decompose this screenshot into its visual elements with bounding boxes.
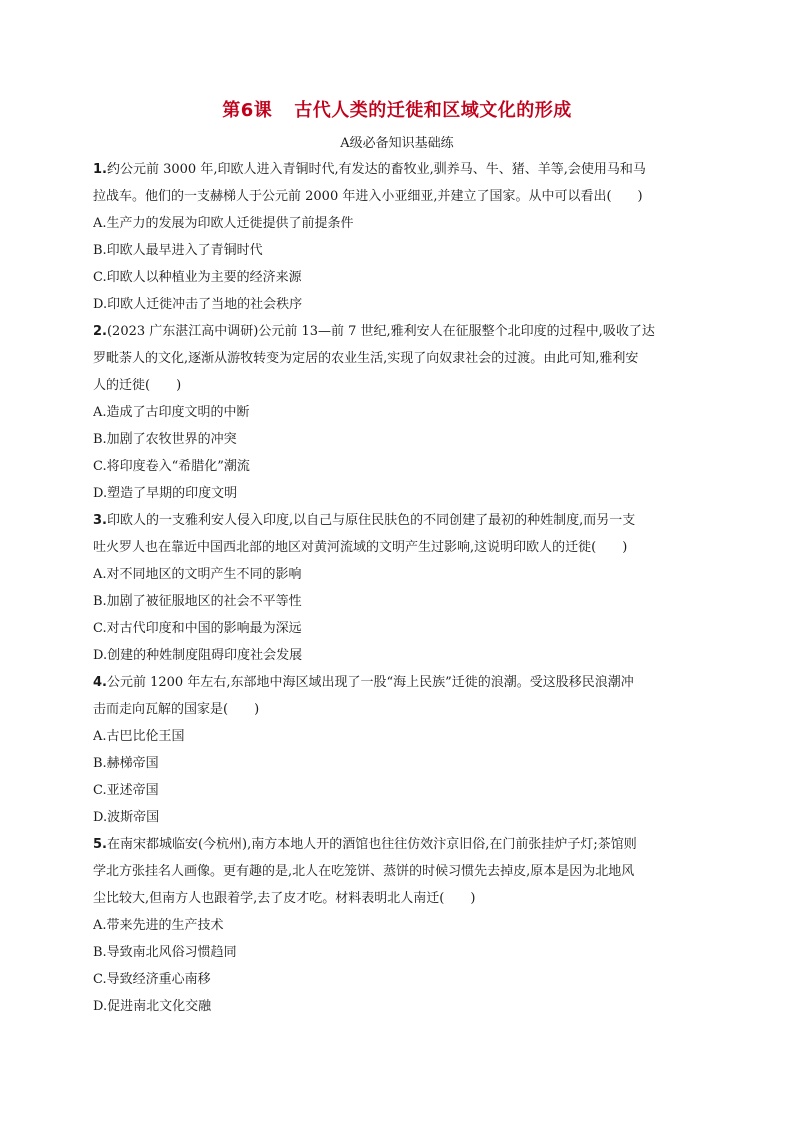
option-c[interactable]: C.对古代印度和中国的影响最为深远: [93, 621, 302, 636]
question-number: 1.: [93, 162, 107, 177]
question-stem-line: [93, 507, 705, 534]
option-a[interactable]: A.生产力的发展为印欧人迁徙提供了前提条件: [93, 216, 354, 231]
question-stem-line: [93, 831, 705, 858]
option-b[interactable]: B.导致南北风俗习惯趋同: [93, 945, 237, 960]
section-subtitle: A级必备知识基础练: [340, 136, 454, 151]
question-2: [93, 318, 705, 507]
option-d[interactable]: D.促进南北文化交融: [93, 999, 212, 1014]
question-number: 4.: [93, 675, 107, 690]
question-list: [93, 156, 705, 1020]
question-1: [93, 156, 705, 318]
question-number: 3.: [93, 513, 107, 528]
question-3: [93, 507, 705, 669]
question-stem-line: 罗毗荼人的文化,逐渐从游牧转变为定居的农业生活,实现了向奴隶社会的过渡。由此可知,雅利安: [93, 351, 639, 366]
lesson-topic: 古代人类的迁徙和区域文化的形成: [294, 100, 572, 121]
question-stem-text: 约公元前 3000 年,印欧人进入青铜时代,有发达的畜牧业,驯养马、牛、猪、羊等,会使用马和马: [106, 162, 646, 177]
question-stem-line: 尘比较大,但南方人也跟着学,去了皮才吃。材料表明北人南迁( ): [93, 891, 476, 906]
option-d[interactable]: D.印欧人迁徙冲击了当地的社会秩序: [93, 297, 303, 312]
question-stem-line: [93, 318, 705, 345]
option-d[interactable]: D.塑造了早期的印度文明: [93, 486, 238, 501]
option-b[interactable]: B.赫梯帝国: [93, 756, 159, 771]
option-c[interactable]: C.印欧人以种植业为主要的经济来源: [93, 270, 302, 285]
option-a[interactable]: A.对不同地区的文明产生不同的影响: [93, 567, 302, 582]
question-stem-line: 人的迁徙( ): [93, 378, 182, 393]
question-stem-text: 公元前 1200 年左右,东部地中海区域出现了一股“海上民族”迁徙的浪潮。受这股移民浪潮冲: [106, 675, 634, 690]
question-stem-line: 拉战车。他们的一支赫梯人于公元前 2000 年进入小亚细亚,并建立了国家。从中可以看出( ): [93, 189, 643, 204]
lesson-number: 第6课: [222, 100, 273, 121]
question-5: [93, 831, 705, 1020]
option-a[interactable]: A.造成了古印度文明的中断: [93, 405, 250, 420]
question-4: [93, 669, 705, 831]
option-d[interactable]: D.波斯帝国: [93, 810, 160, 825]
question-stem-text: 印欧人的一支雅利安人侵入印度,以自己与原住民肤色的不同创建了最初的种姓制度,而另一支: [106, 513, 636, 528]
question-stem-text: 在南宋都城临安(今杭州),南方本地人开的酒馆也往往仿效汴京旧俗,在门前张挂炉子灯;茶馆则: [106, 837, 637, 852]
question-number: 2.: [93, 324, 107, 339]
page-title: [0, 96, 794, 122]
option-d[interactable]: D.创建的种姓制度阻碍印度社会发展: [93, 648, 303, 663]
question-stem-line: [93, 156, 705, 183]
question-stem-line: 吐火罗人也在靠近中国西北部的地区对黄河流域的文明产生过影响,这说明印欧人的迁徙( ): [93, 540, 628, 555]
option-b[interactable]: B.加剧了被征服地区的社会不平等性: [93, 594, 302, 609]
question-stem-line: [93, 669, 705, 696]
option-b[interactable]: B.印欧人最早进入了青铜时代: [93, 243, 263, 258]
question-stem-text: (2023 广东湛江高中调研)公元前 13—前 7 世纪,雅利安人在征服整个北印度的过程中,吸收了达: [106, 324, 655, 339]
option-a[interactable]: A.带来先进的生产技术: [93, 918, 224, 933]
option-a[interactable]: A.古巴比伦王国: [93, 729, 185, 744]
option-c[interactable]: C.亚述帝国: [93, 783, 159, 798]
question-stem-line: 击而走向瓦解的国家是( ): [93, 702, 260, 717]
option-c[interactable]: C.导致经济重心南移: [93, 972, 211, 987]
question-stem-line: 学北方张挂名人画像。更有趣的是,北人在吃笼饼、蒸饼的时候习惯先去掉皮,原本是因为北地风: [93, 864, 635, 879]
option-c[interactable]: C.将印度卷入“希腊化”潮流: [93, 459, 250, 474]
question-number: 5.: [93, 837, 107, 852]
option-b[interactable]: B.加剧了农牧世界的冲突: [93, 432, 237, 447]
